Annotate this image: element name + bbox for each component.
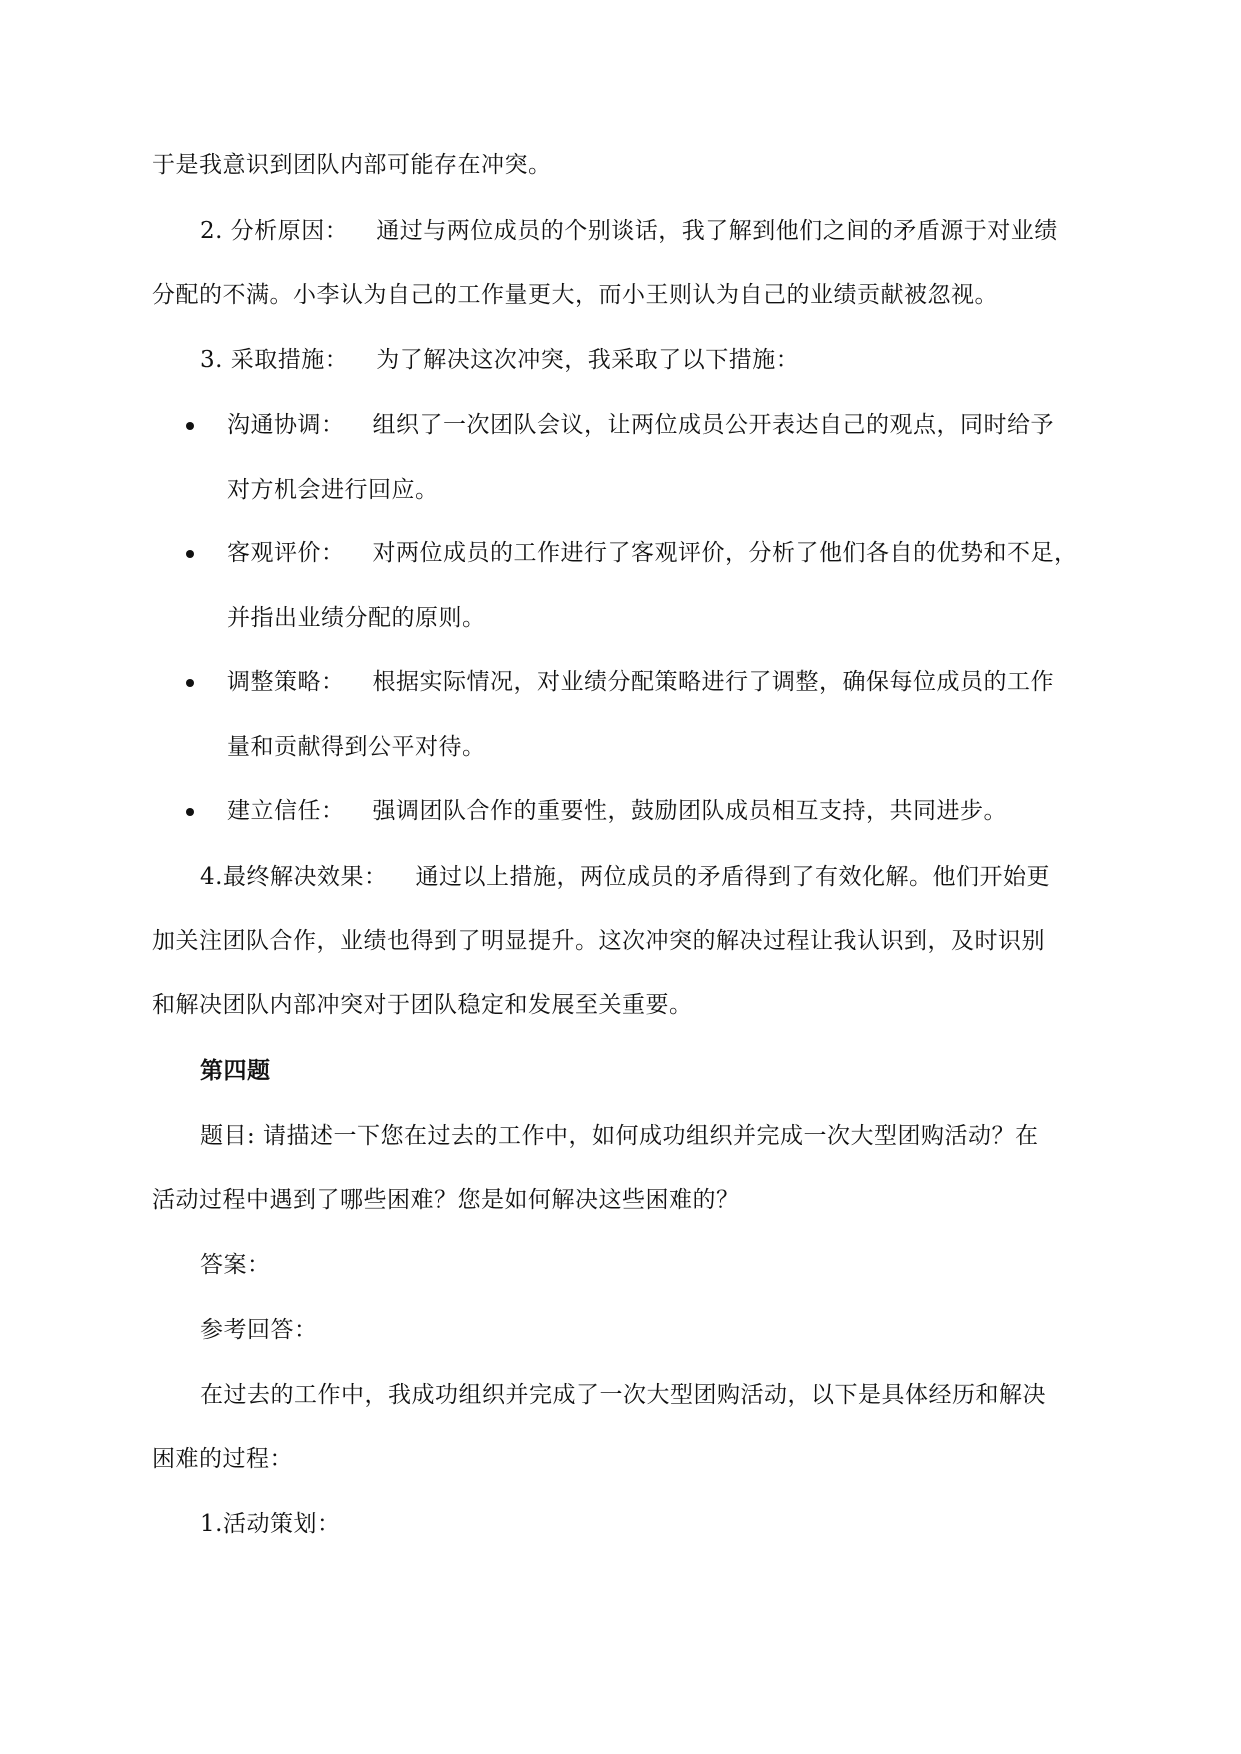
bullet-label: 调整策略： (227, 669, 345, 695)
paragraph-line: 分配的不满。小李认为自己的工作量更大，而小王则认为自己的业绩贡献被忽视。 (152, 282, 998, 308)
answer-label: 答案： (200, 1252, 271, 1278)
result-text: 通过以上措施，两位成员的矛盾得到了有效化解。他们开始更 (415, 864, 1050, 890)
bullet-icon (186, 550, 194, 558)
step-3-label: 3. 采取措施： (200, 347, 349, 373)
answer-item: 1.活动策划： (200, 1511, 341, 1537)
result-line (200, 862, 1050, 892)
reference-label: 参考回答： (200, 1317, 318, 1343)
step-3-line (200, 345, 799, 375)
bullet-continuation: 量和贡献得到公平对待。 (227, 734, 486, 760)
paragraph-line: 加关注团队合作，业绩也得到了明显提升。这次冲突的解决过程让我认识到，及时识别 (152, 928, 1045, 954)
step-2-line (200, 216, 1058, 246)
bullet-text: 根据实际情况，对业绩分配策略进行了调整，确保每位成员的工作 (372, 669, 1054, 695)
question-line: 题目: 请描述一下您在过去的工作中，如何成功组织并完成一次大型团购活动？在 (200, 1123, 1039, 1149)
bullet-text: 强调团队合作的重要性，鼓励团队成员相互支持，共同进步。 (372, 798, 1007, 824)
bullet-text: 对两位成员的工作进行了客观评价，分析了他们各自的优势和不足， (372, 540, 1078, 566)
paragraph-line: 和解决团队内部冲突对于团队稳定和发展至关重要。 (152, 992, 693, 1018)
answer-line: 困难的过程： (152, 1446, 293, 1472)
step-2-text: 通过与两位成员的个别谈话，我了解到他们之间的矛盾源于对业绩 (376, 218, 1058, 244)
bullet-item (227, 538, 1078, 568)
bullet-icon (186, 679, 194, 687)
bullet-item (227, 667, 1054, 697)
bullet-icon (186, 808, 194, 816)
bullet-item (227, 410, 1054, 440)
paragraph-line: 于是我意识到团队内部可能存在冲突。 (152, 152, 552, 178)
bullet-text: 组织了一次团队会议，让两位成员公开表达自己的观点，同时给予 (372, 412, 1054, 438)
bullet-continuation: 并指出业绩分配的原则。 (227, 605, 486, 631)
result-label: 4.最终解决效果： (200, 864, 388, 890)
bullet-label: 建立信任： (227, 798, 345, 824)
bullet-label: 客观评价： (227, 540, 345, 566)
answer-line: 在过去的工作中，我成功组织并完成了一次大型团购活动，以下是具体经历和解决 (200, 1382, 1046, 1408)
bullet-label: 沟通协调： (227, 412, 345, 438)
section-heading: 第四题 (200, 1057, 271, 1084)
bullet-continuation: 对方机会进行回应。 (227, 477, 439, 503)
step-2-label: 2. 分析原因： (200, 218, 349, 244)
step-3-text: 为了解决这次冲突，我采取了以下措施： (376, 347, 800, 373)
question-line: 活动过程中遇到了哪些困难？您是如何解决这些困难的？ (152, 1187, 740, 1213)
bullet-item (227, 796, 1007, 826)
bullet-icon (186, 422, 194, 430)
